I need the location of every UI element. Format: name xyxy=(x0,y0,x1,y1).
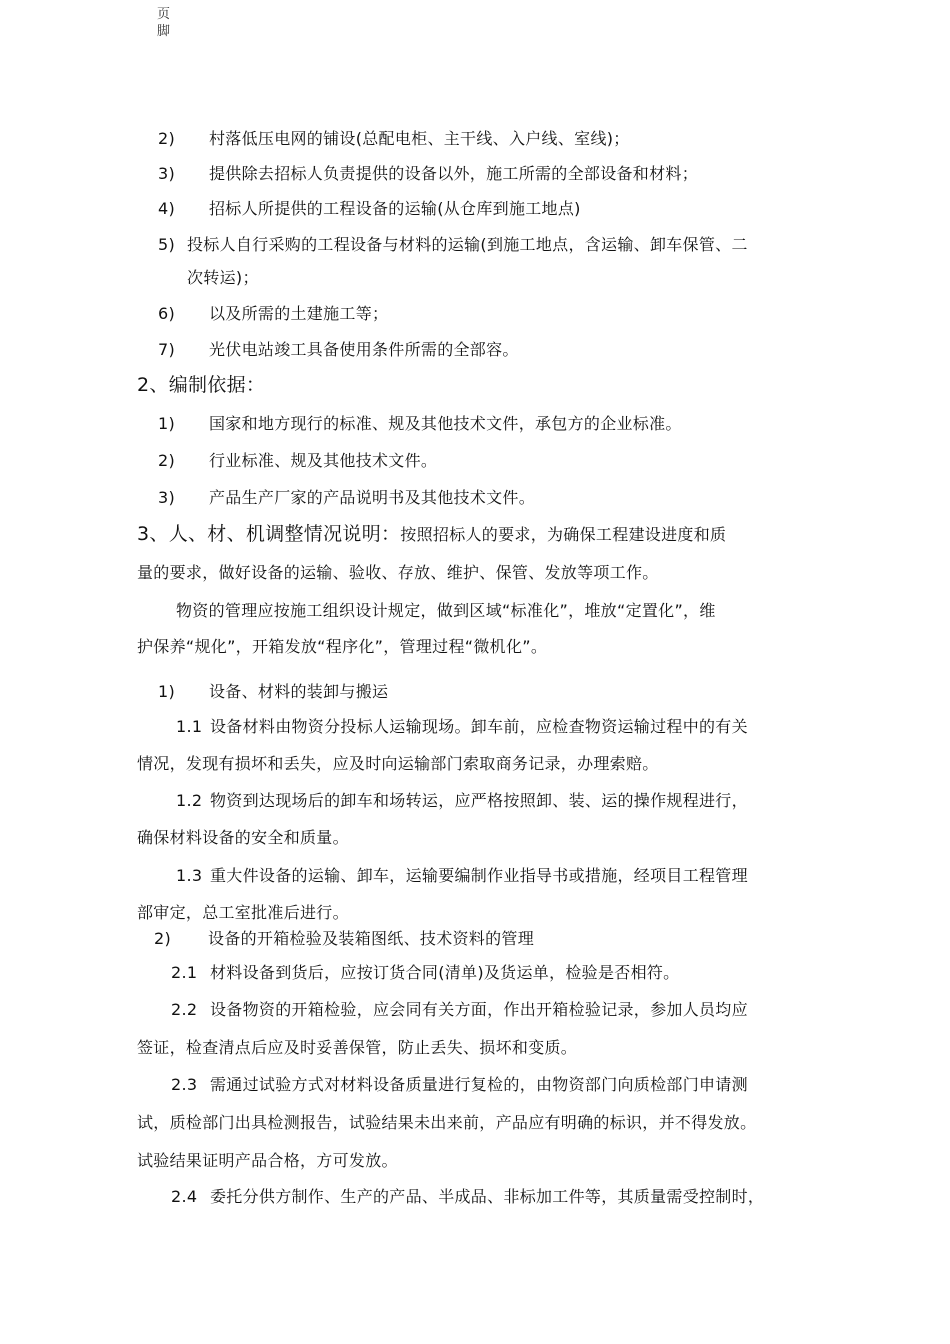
clause-text: 材料设备到货后，应按订货合同(清单)及货运单，检验是否相符。 xyxy=(210,963,680,982)
list-number: 5) xyxy=(158,235,176,254)
clause-continuation: 签证，检查清点后应及时妥善保管，防止丢失、损坏和变质。 xyxy=(137,1038,578,1057)
list-text: 行业标准、规及其他技术文件。 xyxy=(209,451,438,470)
clause-continuation: 试验结果证明产品合格，方可发放。 xyxy=(137,1151,398,1170)
clause-text: 重大件设备的运输、卸车，运输要编制作业指导书或措施，经项目工程管理 xyxy=(210,866,748,885)
clause-text: 设备物资的开箱检验，应会同有关方面，作出开箱检验记录，参加人员均应 xyxy=(210,1000,748,1019)
list-text: 招标人所提供的工程设备的运输(从仓库到施工地点) xyxy=(209,199,581,218)
clause-number: 2.1 xyxy=(171,963,198,982)
list-text: 提供除去招标人负责提供的设备以外，施工所需的全部设备和材料； xyxy=(209,164,699,183)
subsection-title: 设备的开箱检验及装箱图纸、技术资料的管理 xyxy=(208,929,535,948)
clause-text: 物资到达现场后的卸车和场转运，应严格按照卸、装、运的操作规程进行， xyxy=(210,791,748,810)
list-number: 3) xyxy=(158,164,176,183)
page-footer-label: 页脚 xyxy=(157,7,171,39)
list-number: 3) xyxy=(158,488,176,507)
section-heading-row xyxy=(137,522,726,547)
list-text: 产品生产厂家的产品说明书及其他技术文件。 xyxy=(209,488,536,507)
list-text: 国家和地方现行的标准、规及其他技术文件，承包方的企业标准。 xyxy=(209,414,682,433)
list-number: 7) xyxy=(158,340,176,359)
list-number: 2) xyxy=(158,129,176,148)
list-number: 1) xyxy=(158,414,176,433)
clause-text: 需通过试验方式对材料设备质量进行复检的，由物资部门向质检部门申请测 xyxy=(210,1075,748,1094)
section-heading: 2、编制依据： xyxy=(137,374,266,396)
list-text: 次转运)； xyxy=(187,268,259,287)
clause-number: 2.2 xyxy=(171,1000,198,1019)
list-number: 2) xyxy=(158,451,176,470)
clause-number: 1.1 xyxy=(176,717,203,736)
clause-text: 设备材料由物资分投标人运输现场。卸车前，应检查物资运输过程中的有关 xyxy=(210,717,748,736)
list-text: 以及所需的土建施工等； xyxy=(209,304,389,323)
clause-number: 1.2 xyxy=(176,791,203,810)
list-number: 1) xyxy=(158,682,176,701)
list-number: 6) xyxy=(158,304,176,323)
list-text: 光伏电站竣工具备使用条件所需的全部容。 xyxy=(209,340,519,359)
paragraph-line: 护保养“规化”，开箱发放“程序化”，管理过程“微机化”。 xyxy=(137,637,548,656)
clause-continuation: 试，质检部门出具检测报告，试验结果未出来前，产品应有明确的标识，并不得发放。 xyxy=(137,1113,757,1132)
list-text: 村落低压电网的铺设(总配电柜、主干线、入户线、室线)； xyxy=(209,129,630,148)
section-intro: 按照招标人的要求，为确保工程建设进度和质 xyxy=(400,525,727,544)
clause-number: 2.4 xyxy=(171,1187,198,1206)
paragraph-line: 物资的管理应按施工组织设计规定，做到区域“标准化”，堆放“定置化”，维 xyxy=(176,601,716,620)
subsection-title: 设备、材料的装卸与搬运 xyxy=(209,682,389,701)
paragraph-line: 量的要求，做好设备的运输、验收、存放、维护、保管、发放等项工作。 xyxy=(137,563,659,582)
list-number: 4) xyxy=(158,199,176,218)
clause-continuation: 情况，发现有损坏和丢失，应及时向运输部门索取商务记录，办理索赔。 xyxy=(137,754,659,773)
list-number: 2) xyxy=(154,929,172,948)
clause-continuation: 确保材料设备的安全和质量。 xyxy=(137,828,349,847)
clause-number: 2.3 xyxy=(171,1075,198,1094)
section-heading: 3、人、材、机调整情况说明： xyxy=(137,523,401,545)
clause-text: 委托分供方制作、生产的产品、半成品、非标加工件等，其质量需受控制时， xyxy=(210,1187,765,1206)
list-text: 投标人自行采购的工程设备与材料的运输(到施工地点，含运输、卸车保管、二 xyxy=(187,235,748,254)
clause-continuation: 部审定，总工室批准后进行。 xyxy=(137,903,349,922)
clause-number: 1.3 xyxy=(176,866,203,885)
